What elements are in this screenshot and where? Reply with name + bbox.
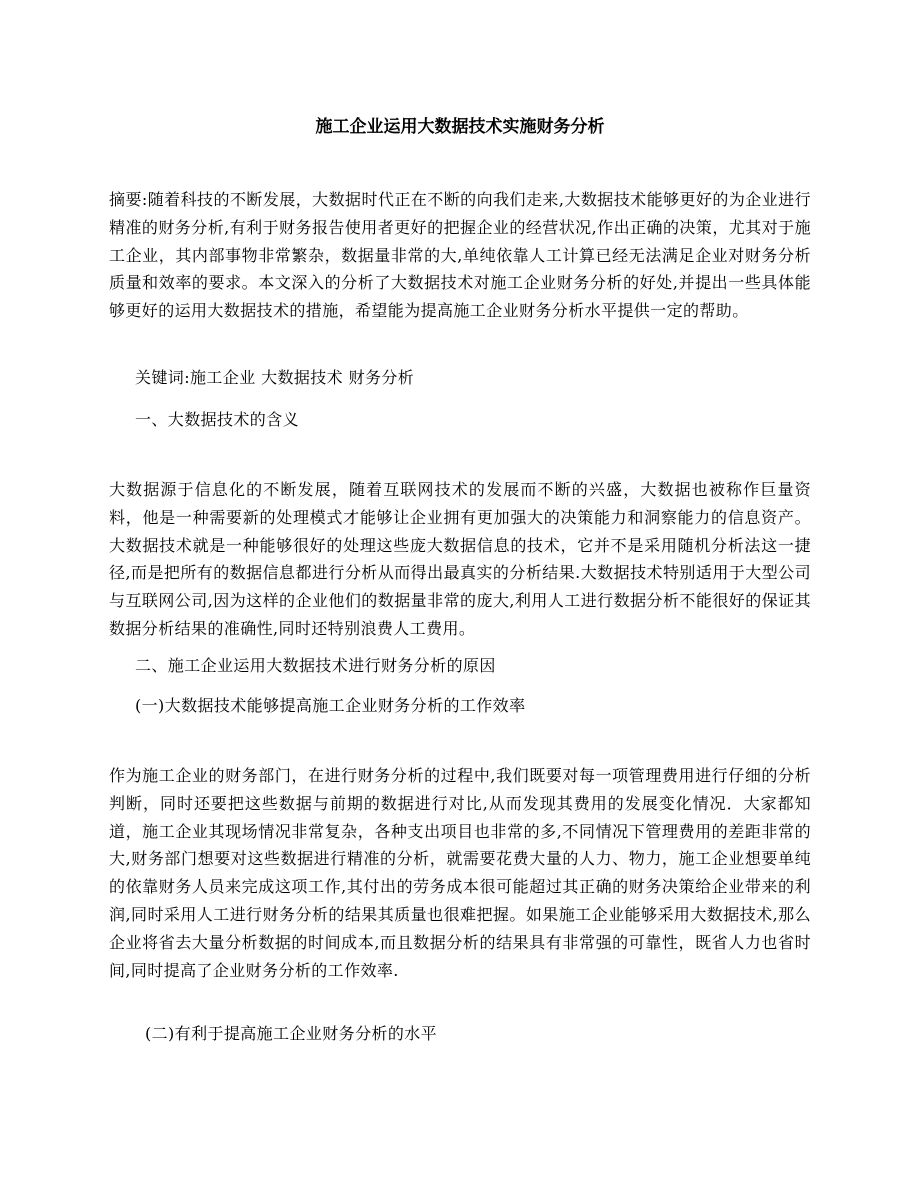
section-heading-2: 二、施工企业运用大数据技术进行财务分析的原因 bbox=[135, 656, 496, 675]
subsection-heading-1: (一)大数据技术能够提高施工企业财务分析的工作效率 bbox=[135, 696, 526, 715]
abstract-paragraph: 摘要:随着科技的不断发展，大数据时代正在不断的向我们走来,大数据技术能够更好的为企业进行精准的财务分析,有利于财务报告使用者更好的把握企业的经营状况,作出正确的决策，尤其对于施工企业，其内部事物非常繁杂，数据量非常的大,单纯依靠人工计算已经无法满足企业对财务分析质量和效率的要求。本文深入的分析了大数据技术对施工企业财务分析的好处,并提出一些具体能够更好的运用大数据技术的措施，希望能为提高施工企业财务分析水平提供一定的帮助。 bbox=[109, 190, 811, 321]
section-1-paragraph: 大数据源于信息化的不断发展，随着互联网技术的发展而不断的兴盛，大数据也被称作巨量资料，他是一种需要新的处理模式才能够让企业拥有更加强大的决策能力和洞察能力的信息资产。大数据技术就是一种能够很好的处理这些庞大数据信息的技术，它并不是采用随机分析法这一捷径,而是把所有的数据信息都进行分析从而得出最真实的分析结果.大数据技术特别适用于大型公司与互联网公司,因为这样的企业他们的数据量非常的庞大,利用人工进行数据分析不能很好的保证其数据分析结果的准确性,同时还特别浪费人工费用。 bbox=[109, 480, 811, 638]
subsection-1-paragraph: 作为施工企业的财务部门，在进行财务分析的过程中,我们既要对每一项管理费用进行仔细的分析判断，同时还要把这些数据与前期的数据进行对比,从而发现其费用的发展变化情况．大家都知道，施工企业其现场情况非常复杂，各种支出项目也非常的多,不同情况下管理费用的差距非常的大,财务部门想要对这些数据进行精准的分析，就需要花费大量的人力、物力，施工企业想要单纯的依靠财务人员来完成这项工作,其付出的劳务成本很可能超过其正确的财务决策给企业带来的利润,同时采用人工进行财务分析的结果其质量也很难把握。如果施工企业能够采用大数据技术,那么企业将省去大量分析数据的时间成本,而且数据分析的结果具有非常强的可靠性，既省人力也省时间,同时提高了企业财务分析的工作效率. bbox=[109, 766, 811, 980]
section-heading-1: 一、大数据技术的含义 bbox=[135, 410, 300, 429]
subsection-heading-2: (二)有利于提高施工企业财务分析的水平 bbox=[145, 1024, 438, 1043]
document-title: 施工企业运用大数据技术实施财务分析 bbox=[315, 117, 605, 137]
keywords-line: 关键词:施工企业 大数据技术 财务分析 bbox=[135, 368, 415, 387]
